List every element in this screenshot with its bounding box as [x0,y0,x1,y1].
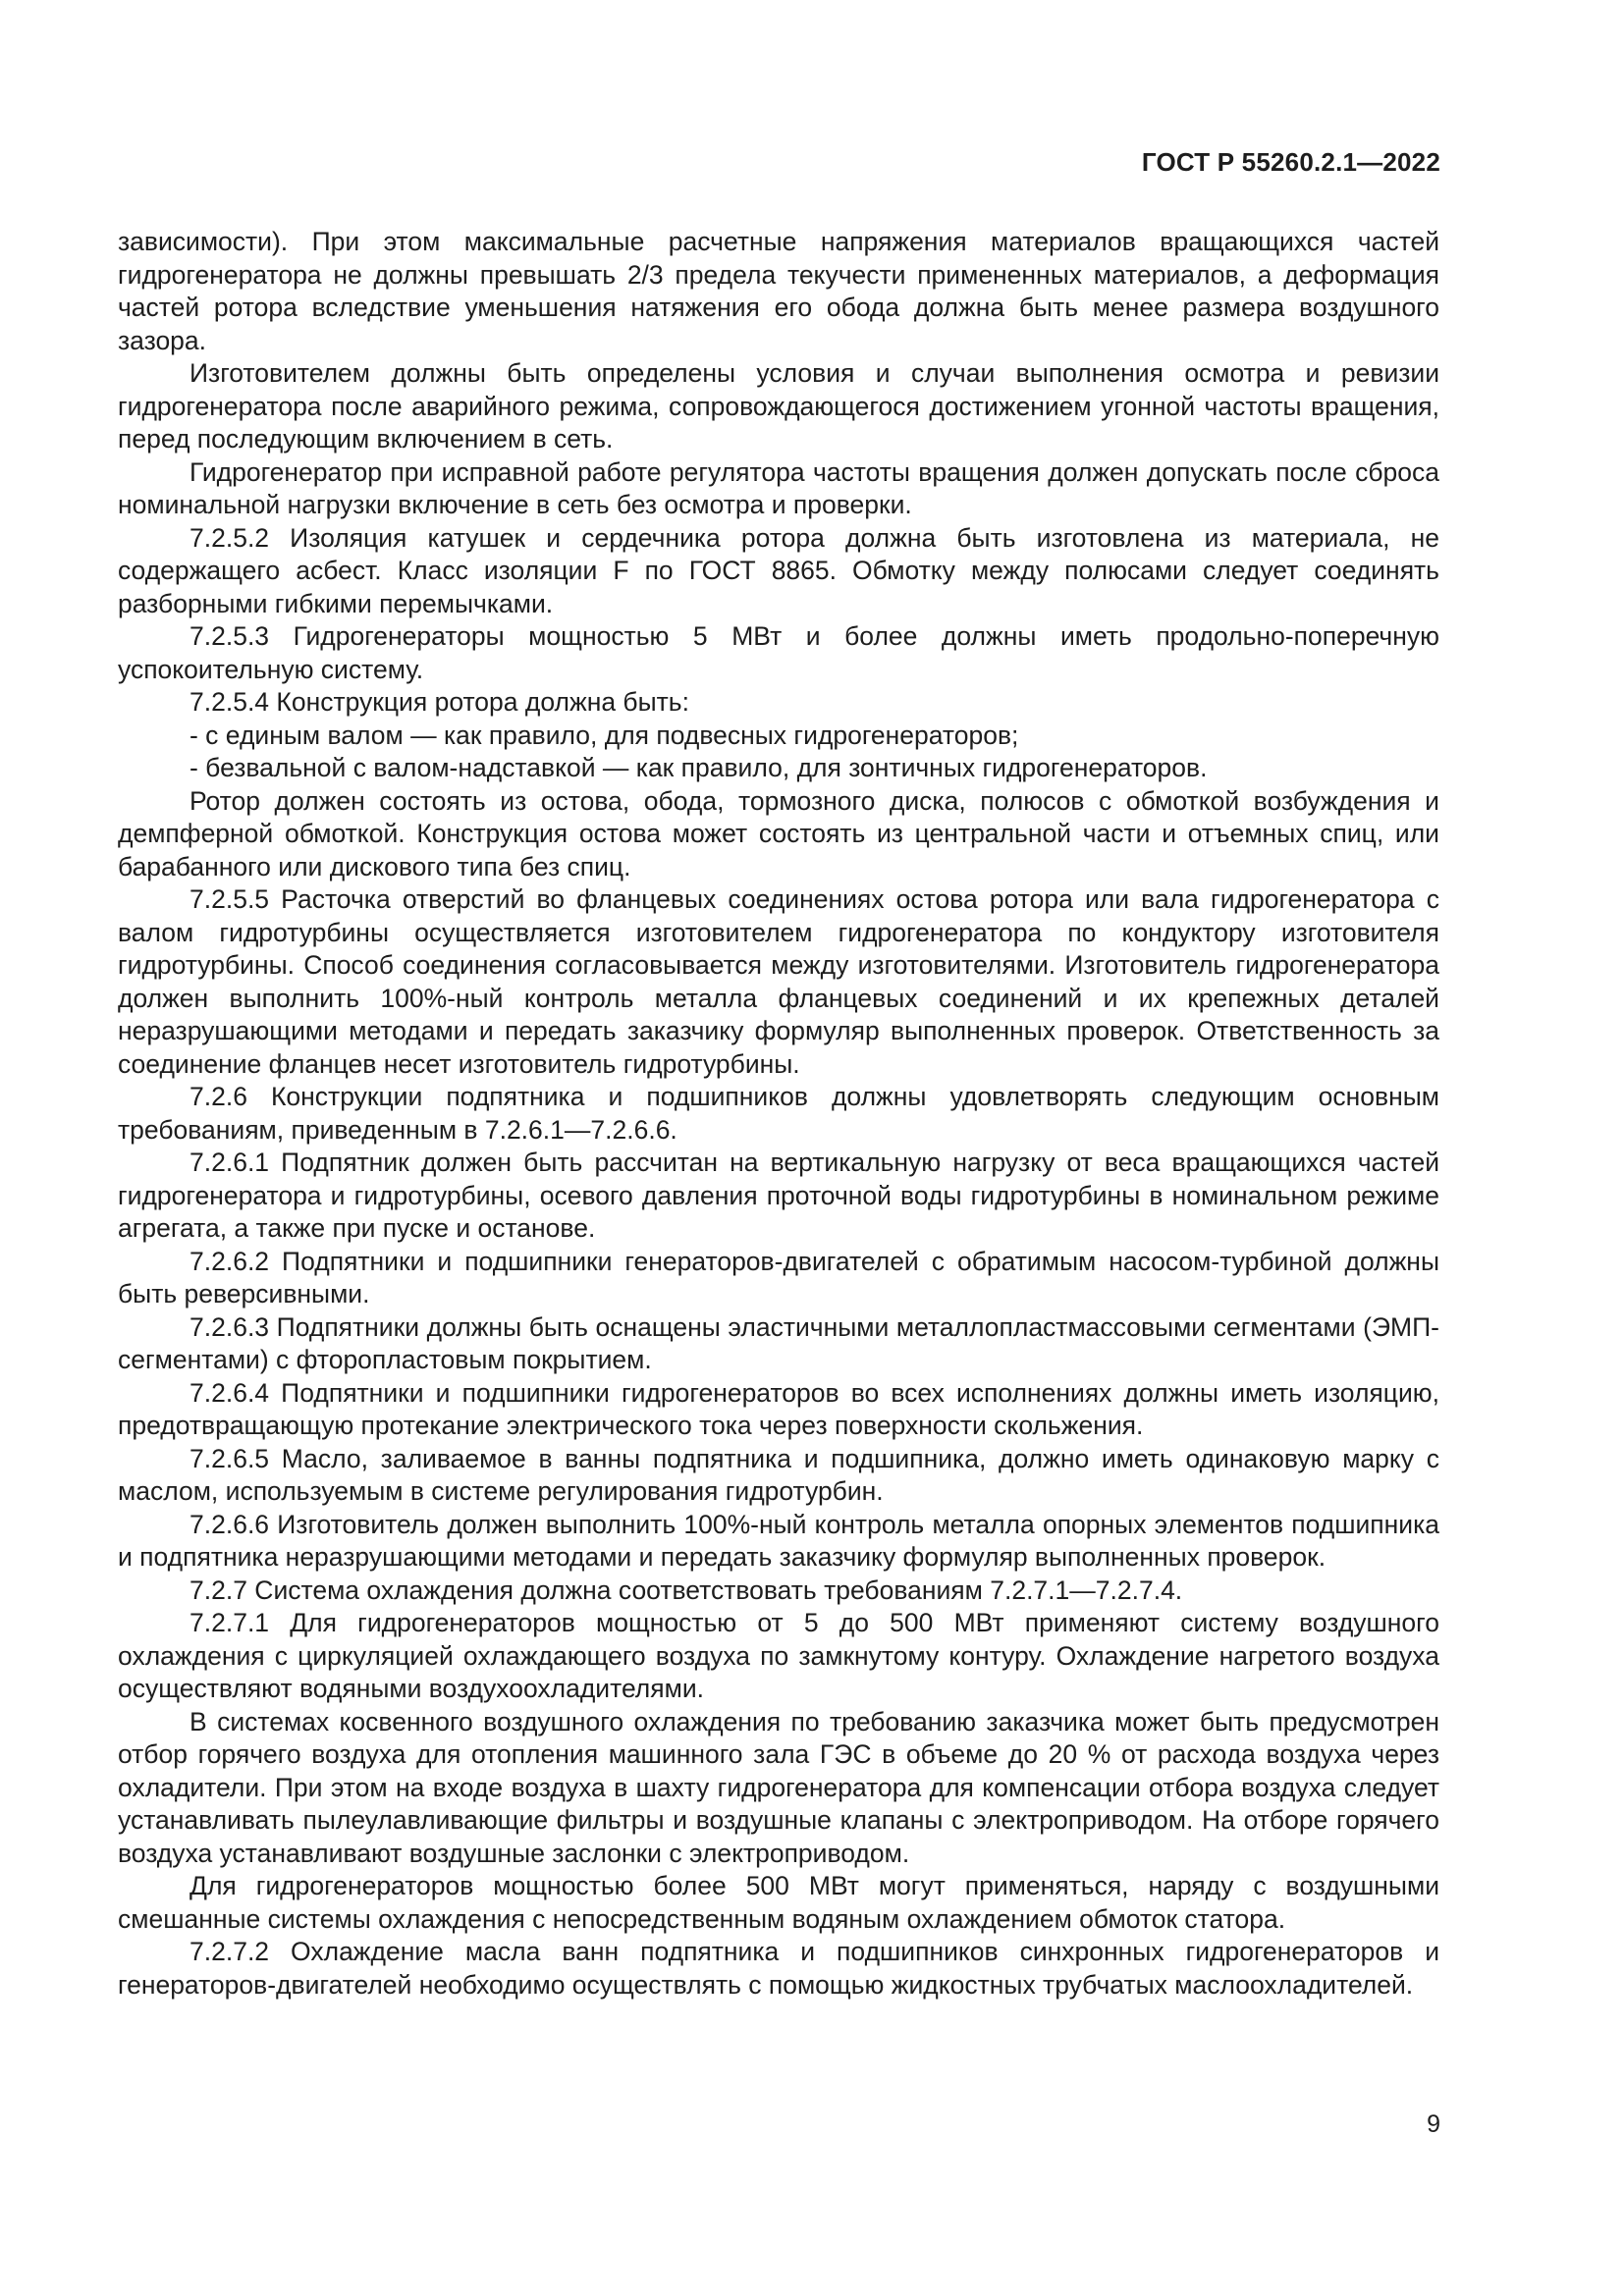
paragraph: 7.2.5.3 Гидрогенераторы мощностью 5 МВт и более должны иметь продольно-поперечную успокоительную систему. [118,621,1439,684]
paragraph: 7.2.6.4 Подпятники и подшипники гидрогенераторов во всех исполнениях должны иметь изоляцию, предотвращающую протекание электрического тока через поверхности скольжения. [118,1377,1439,1440]
paragraph: 7.2.5.2 Изоляция катушек и сердечника ротора должна быть изготовлена из материала, не содержащего асбест. Класс изоляции F по ГОСТ 8865. Обмотку между полюсами следует соединять разборными гибкими перемычками. [118,522,1439,618]
paragraph: Изготовителем должны быть определены условия и случаи выполнения осмотра и ревизии гидрогенератора после аварийного режима, сопровождающегося достижением угонной частоты вращения, перед последующим включением в сеть. [118,358,1439,454]
paragraph: Ротор должен состоять из остова, обода, тормозного диска, полюсов с обмоткой возбуждения и демпферной обмоткой. Конструкция остова может состоять из центральной части и отъемных спиц, или барабанного или дискового типа без спиц. [118,785,1439,881]
paragraph: 7.2.6.2 Подпятники и подшипники генераторов-двигателей с обратимым насосом-турбиной должны быть реверсивными. [118,1246,1439,1308]
paragraph: Гидрогенератор при исправной работе регулятора частоты вращения должен допускать после сброса номинальной нагрузки включение в сеть без осмотра и проверки. [118,456,1439,519]
paragraph: 7.2.6.5 Масло, заливаемое в ванны подпятника и подшипника, должно иметь одинаковую марку с маслом, используемым в системе регулирования гидротурбин. [118,1443,1439,1506]
paragraph: Для гидрогенераторов мощностью более 500 МВт могут применяться, наряду с воздушными смешанные системы охлаждения с непосредственным водяным охлаждением обмоток статора. [118,1871,1439,1934]
paragraph: 7.2.6 Конструкции подпятника и подшипников должны удовлетворять следующим основным требованиям, приведенным в 7.2.6.1—7.2.6.6. [118,1082,1439,1145]
list-item: - с единым валом — как правило, для подвесных гидрогенераторов; [189,720,1019,750]
page-number: 9 [1427,2110,1440,2138]
paragraph: 7.2.5.4 Конструкция ротора должна быть: [189,687,689,717]
paragraph: 7.2.6.3 Подпятники должны быть оснащены эластичными металлопластмассовыми сегментами (ЭМП-сегментами) с фторопластовым покрытием. [118,1311,1439,1374]
body-text [118,226,1439,2002]
paragraph: 7.2.7 Система охлаждения должна соответствовать требованиям 7.2.7.1—7.2.7.4. [189,1575,1183,1605]
document-header: ГОСТ Р 55260.2.1—2022 [1141,147,1440,177]
paragraph: 7.2.7.2 Охлаждение масла ванн подпятника и подшипников синхронных гидрогенераторов и генераторов-двигателей необходимо осуществлять с помощью жидкостных трубчатых маслоохладителей. [118,1937,1439,2000]
paragraph: 7.2.7.1 Для гидрогенераторов мощностью от 5 до 500 МВт применяют систему воздушного охлаждения с циркуляцией охлаждающего воздуха по замкнутому контуру. Охлаждение нагретого воздуха осуществляют водяными воздухоохладителями. [118,1608,1439,1703]
list-item: - безвальной с валом-надставкой — как правило, для зонтичных гидрогенераторов. [189,753,1208,782]
paragraph: зависимости). При этом максимальные расчетные напряжения материалов вращающихся частей гидрогенератора не должны превышать 2/3 предела текучести примененных материалов, а деформация частей ротора вследствие уменьшения натяжения его обода должна быть менее размера воздушного зазора. [118,227,1439,355]
paragraph: В системах косвенного воздушного охлаждения по требованию заказчика может быть предусмотрен отбор горячего воздуха для отопления машинного зала ГЭС в объеме до 20 % от расхода воздуха через охладители. При этом на входе воздуха в шахту гидрогенератора для компенсации отбора воздуха следует устанавливать пылеулавливающие фильтры и воздушные клапаны с электроприводом. На отборе горячего воздуха устанавливают воздушные заслонки с электроприводом. [118,1706,1439,1868]
paragraph: 7.2.6.6 Изготовитель должен выполнить 100%-ный контроль металла опорных элементов подшипника и подпятника неразрушающими методами и передать заказчику формуляр выполненных проверок. [118,1509,1439,1572]
paragraph: 7.2.5.5 Расточка отверстий во фланцевых соединениях остова ротора или вала гидрогенератора с валом гидротурбины осуществляется изготовителем гидрогенератора по кондуктору изготовителя гидротурбины. Способ соединения согласовывается между изготовителями. Изготовитель гидрогенератора должен выполнить 100%-ный контроль металла фланцевых соединений и их крепежных деталей неразрушающими методами и передать заказчику формуляр выполненных проверок. Ответственность за соединение фланцев несет изготовитель гидротурбины. [118,884,1439,1079]
paragraph: 7.2.6.1 Подпятник должен быть рассчитан на вертикальную нагрузку от веса вращающихся частей гидрогенератора и гидротурбины, осевого давления проточной воды гидротурбины в номинальном режиме агрегата, а также при пуске и останове. [118,1148,1439,1243]
